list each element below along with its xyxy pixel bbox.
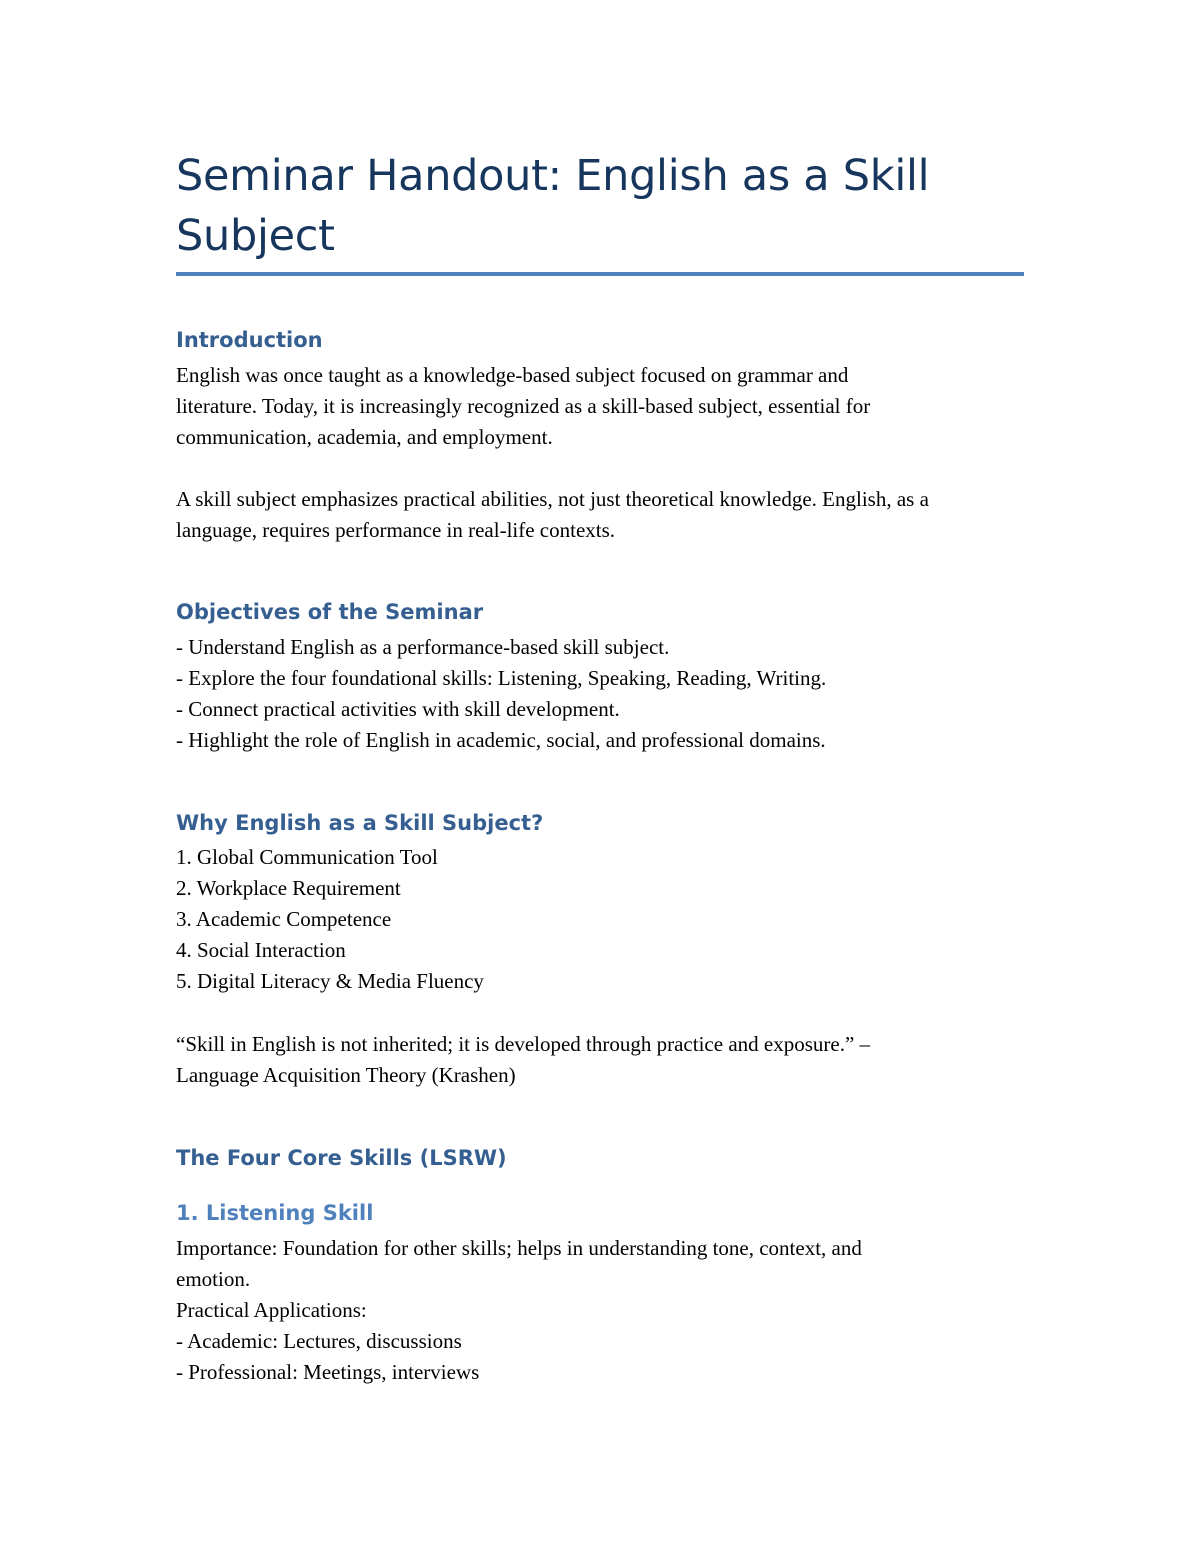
quote-krashen	[176, 1029, 1036, 1091]
section-heading-why: Why English as a Skill Subject?	[176, 811, 544, 835]
list-item: - Highlight the role of English in academic, social, and professional domains.	[176, 728, 826, 752]
list-item: 5. Digital Literacy & Media Fluency	[176, 969, 484, 993]
list-item: - Understand English as a performance-based skill subject.	[176, 635, 670, 659]
section-heading-introduction: Introduction	[176, 328, 323, 352]
page-title	[176, 146, 1024, 266]
text-line: English was once taught as a knowledge-based subject focused on grammar and	[176, 363, 849, 387]
list-item: - Explore the four foundational skills: Listening, Speaking, Reading, Writing.	[176, 666, 827, 690]
why-list	[176, 842, 1036, 997]
introduction-paragraph-1	[176, 360, 1036, 453]
text-line: language, requires performance in real-life contexts.	[176, 518, 616, 542]
section-heading-objectives: Objectives of the Seminar	[176, 600, 484, 624]
list-item: - Professional: Meetings, interviews	[176, 1360, 480, 1384]
subheading-listening-skill: 1. Listening Skill	[176, 1201, 374, 1225]
title-line: Subject	[176, 211, 335, 261]
text-line: literature. Today, it is increasingly recognized as a skill-based subject, essential for	[176, 394, 871, 418]
objectives-list	[176, 632, 1036, 756]
text-line: Language Acquisition Theory (Krashen)	[176, 1063, 516, 1087]
list-item: 1. Global Communication Tool	[176, 845, 438, 869]
introduction-paragraph-2	[176, 484, 1036, 546]
list-item: 4. Social Interaction	[176, 938, 346, 962]
text-line: Practical Applications:	[176, 1298, 367, 1322]
list-item: - Connect practical activities with skill development.	[176, 697, 620, 721]
list-item: 3. Academic Competence	[176, 907, 392, 931]
section-heading-core-skills: The Four Core Skills (LSRW)	[176, 1146, 507, 1170]
text-line: emotion.	[176, 1267, 251, 1291]
title-underline	[176, 272, 1024, 276]
list-item: - Academic: Lectures, discussions	[176, 1329, 462, 1353]
text-line: “Skill in English is not inherited; it is developed through practice and exposure.” –	[176, 1032, 871, 1056]
list-item: 2. Workplace Requirement	[176, 876, 401, 900]
listening-skill-body	[176, 1233, 1036, 1388]
text-line: A skill subject emphasizes practical abilities, not just theoretical knowledge. English, as a	[176, 487, 929, 511]
text-line: communication, academia, and employment.	[176, 425, 553, 449]
text-line: Importance: Foundation for other skills; helps in understanding tone, context, and	[176, 1236, 862, 1260]
title-line: Seminar Handout: English as a Skill	[176, 151, 930, 201]
